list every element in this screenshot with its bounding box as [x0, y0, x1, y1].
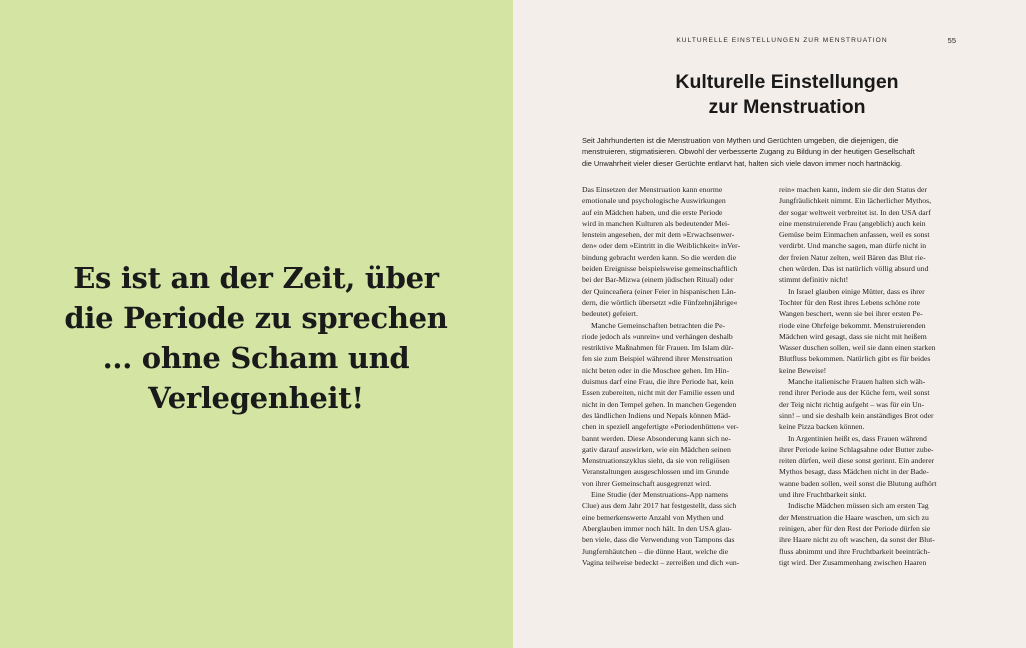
body-text-line: Mythos besagt, dass Mädchen nicht in der Bade-: [779, 467, 929, 477]
body-text-line: Jungfräulichkeit nimmt. Ein lächerlicher Mythos,: [779, 196, 932, 206]
chapter-title-line: Kulturelle Einstellungen: [675, 71, 899, 93]
body-text-line: Essen zubereiten, nicht mit der Familie essen und: [582, 388, 735, 398]
body-text-line: In Israel glauben einige Mütter, dass es ihrer: [788, 286, 925, 296]
page-number: 55: [947, 36, 956, 45]
body-text-line: von ihrer Gemeinschaft ausgegrenzt wird.: [582, 478, 712, 488]
body-text-line: bedeutet) gefeiert.: [582, 309, 638, 319]
body-text-line: der freien Natur zelten, weil Bären das Blut rie-: [779, 252, 926, 262]
body-text-line: und ihre Fruchtbarkeit sinkt.: [779, 490, 867, 500]
right-page: [513, 0, 1026, 648]
body-text-line: der Teig nicht richtig aufgeht – was für ein Un-: [779, 399, 925, 409]
body-text-line: Wasser duschen sollen, weil sie dann einen starken: [779, 343, 936, 353]
body-text-line: bindung gebracht werden kann. So die werden die: [582, 252, 737, 262]
body-text-line: eine bemerkenswerte Anzahl von Mythen und: [582, 512, 724, 522]
body-text-line: ihre Haare nicht zu oft waschen, da sonst der Blut-: [779, 535, 935, 545]
body-text-line: restriktive Maßnahmen für Frauen. Im Islam dür-: [582, 343, 734, 353]
lead-line: Seit Jahrhunderten ist die Menstruation von Mythen und Gerüchten umgeben, die diejenigen, die: [582, 136, 899, 145]
body-text-line: ben viele, dass die Verwendung von Tampons das: [582, 535, 735, 545]
body-text-line: Das Einsetzen der Menstruation kann enorme: [582, 185, 723, 194]
body-text-line: wanne baden sollen, weil sonst die Blutung aufhört: [779, 478, 937, 488]
body-text-line: Manche Gemeinschaften betrachten die Pe-: [591, 320, 726, 330]
body-text-line: bannt werden. Diese Absonderung kann sich ne-: [582, 433, 731, 443]
body-text-line: riode eine Ohrfeige bekommt. Menstruierenden: [779, 320, 926, 330]
body-text-line: Blutfluss bekommen. Natürlich gibt es für beides: [779, 354, 931, 364]
body-text-line: Vagina teilweise bedeckt – zerreißen und dich »un-: [582, 557, 740, 567]
body-text-line: dern, die wörtlich übersetzt »die Fünfzehnjährige«: [582, 297, 738, 307]
lead-line: die Unwahrheit vieler dieser Gerüchte entlarvt hat, halten sich viele davon immer noch hartnäckig.: [582, 158, 903, 168]
body-text-line: chen in speziell angefertigte »Periodenhütten« ver-: [582, 422, 739, 432]
body-text-line: nicht beten oder in die Moschee gehen. Im Hin-: [582, 365, 730, 375]
body-text-line: eine menstruierende Frau (angeblich) auch kein: [779, 218, 926, 228]
body-text-line: Manche italienische Frauen halten sich wäh-: [788, 377, 926, 387]
body-text-line: wird in manchen Kulturen als bedeutender Mei-: [582, 218, 730, 228]
body-text-line: fluss abnimmt und ihre Fruchtbarkeit beeinträch-: [779, 546, 930, 556]
body-text-line: rend ihrer Periode aus der Küche fern, weil sonst: [779, 388, 930, 398]
body-column-right: [779, 184, 957, 568]
body-text-line: Mädchen wird gesagt, dass sie nicht mit heißem: [779, 331, 927, 341]
body-text-line: chen würden. Das ist natürlich völlig absurd und: [779, 264, 929, 274]
body-text-line: emotionale und psychologische Auswirkungen: [582, 196, 726, 206]
body-text-line: nicht in den Tempel gehen. In manchen Gegenden: [582, 399, 737, 409]
body-text-line: Menstruationszyklus sieht, da sie von religiösen: [582, 456, 730, 466]
body-column-left: [582, 184, 760, 568]
body-text-line: Aberglauben immer noch hält. In den USA glau-: [582, 523, 732, 533]
body-text-line: Gemüse beim Einmachen anfassen, weil es sonst: [779, 230, 930, 240]
pull-quote: [40, 258, 472, 418]
body-text-line: Tochter für den Rest ihres Lebens schöne rote: [779, 297, 920, 307]
body-text-line: gativ darauf auswirken, wie ein Mädchen seinen: [582, 444, 731, 454]
body-text-line: fen sie zum Beispiel während ihrer Menstruation: [582, 354, 733, 364]
body-text-line: verdirbt. Und manche sagen, man dürfe nicht in: [779, 241, 927, 251]
lead-line: menstruieren, stigmatisieren. Obwohl der verbesserte Zugang zu Bildung in der heutigen Gesellschaft: [582, 147, 915, 157]
body-text-line: Indische Mädchen müssen sich am ersten Tag: [788, 501, 929, 511]
lead-paragraph: [582, 135, 970, 169]
body-text-line: keine Beweise!: [779, 365, 827, 375]
pull-quote-line: ... ohne Scham und: [102, 341, 410, 375]
running-head: KULTURELLE EINSTELLUNGEN ZUR MENSTRUATION: [676, 37, 888, 44]
body-text-line: keine Pizza backen können.: [779, 422, 865, 432]
body-text-line: des ländlichen Indiens und Nepals können Mäd-: [582, 410, 731, 420]
body-text-line: Veranstaltungen ausgeschlossen und im Grunde: [582, 467, 729, 477]
body-text-line: ihrer Periode keine Schlagsahne oder Butter zube-: [779, 444, 934, 454]
body-text-line: bei der Bar-Mizwa (einem jüdischen Ritual) oder: [582, 275, 734, 285]
body-text-line: der Quinceañera (einer Feier in hispanischen Län-: [582, 286, 737, 296]
body-text-line: tigt wird. Der Zusammenhang zwischen Haaren: [779, 557, 927, 567]
body-text-line: Eine Studie (der Menstruations-App namens: [591, 490, 729, 500]
body-text-line: der Menstruation die Haare waschen, um sich zu: [779, 512, 929, 522]
chapter-title-line: zur Menstruation: [708, 96, 866, 118]
body-text-line: stimmt definitiv nicht!: [779, 275, 849, 285]
pull-quote-line: Verlegenheit!: [148, 381, 364, 415]
body-text-line: der sogar weltweit verbreitet ist. In den USA darf: [779, 207, 931, 217]
body-text-line: In Argentinien heißt es, dass Frauen während: [788, 433, 927, 443]
pull-quote-line: Es ist an der Zeit, über: [73, 261, 439, 295]
body-text-line: Wangen beschert, wenn sie bei ihrer ersten Pe-: [779, 309, 923, 319]
pull-quote-line: die Periode zu sprechen: [64, 301, 448, 335]
body-text-line: auf ein Mädchen haben, und die erste Periode: [582, 207, 723, 217]
body-text-line: duismus darf eine Frau, die ihre Periode hat, kein: [582, 377, 734, 387]
body-text-line: lenstein angesehen, der mit dem »Erwachsenwer-: [582, 230, 735, 240]
body-text-line: reinigen, aber für den Rest der Periode dürfen sie: [779, 523, 931, 533]
body-text-line: den« oder dem »Eintritt in die Weiblichkeit« inVer-: [582, 241, 741, 251]
body-text-line: rein« machen kann, indem sie dir den Status der: [779, 185, 927, 194]
body-text-line: reiten dürfen, weil diese sonst gerinnt. Ein anderer: [779, 456, 935, 466]
chapter-title: [573, 70, 1001, 120]
body-text-line: beiden Ereignisse beispielsweise gemeinschaftlich: [582, 264, 738, 274]
body-text-line: Jungfernhäutchen – die dünne Haut, welche die: [582, 546, 729, 556]
body-text-line: Clue) aus dem Jahr 2017 hat festgestellt, dass sich: [582, 501, 737, 511]
body-text-line: riode jedoch als »unrein« und verhängen deshalb: [582, 331, 733, 341]
body-text-line: sinn! – und sie deshalb kein anständiges Brot oder: [779, 410, 934, 420]
